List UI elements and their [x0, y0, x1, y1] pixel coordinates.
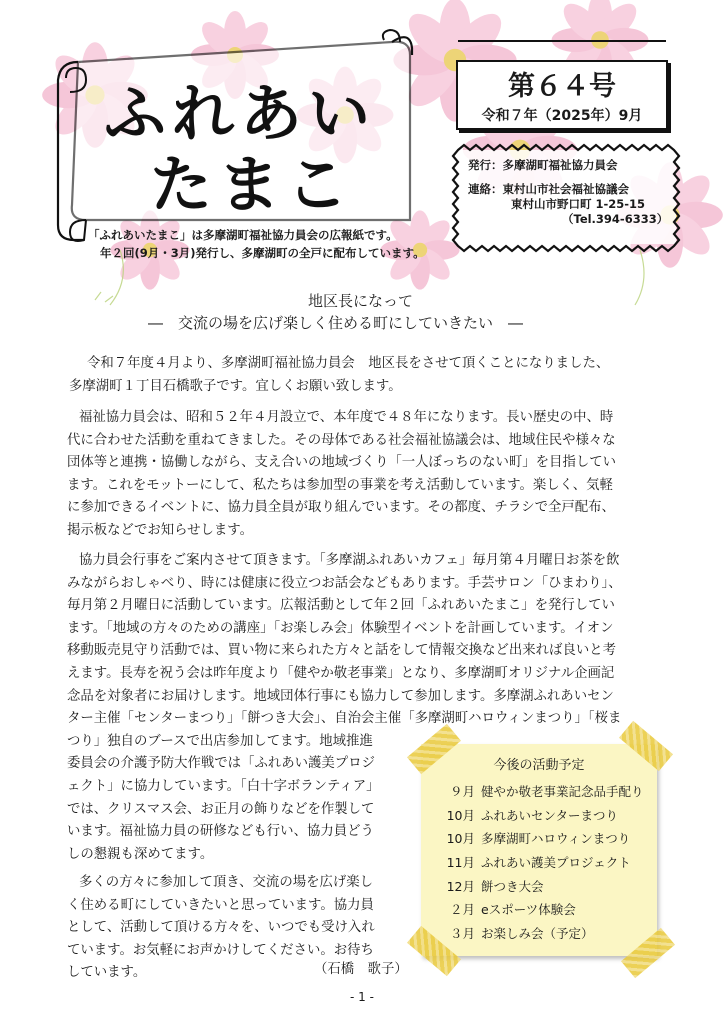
paragraph-line: 令和７年度４月より、多摩湖町福祉協力員会 地区長をさせて頂くことになりました、: [87, 356, 610, 371]
paragraph-line: として、活動して頂ける方々を、いつでも受け入れ: [67, 920, 375, 936]
newsletter-title-line2: たまこ: [150, 148, 355, 221]
issue-number: 第６４号: [508, 71, 616, 102]
paragraph-line: ています。お気軽にお声かけしてください。お待ち: [67, 942, 374, 958]
schedule-month: 10月: [446, 807, 475, 823]
paragraph-line: 多摩湖町１丁目石橋歌子です。宜しくお願い致します。: [69, 378, 402, 394]
schedule-note: [421, 744, 657, 956]
paragraph-line: く住める町にしていきたいと思っています。協力員: [67, 897, 374, 913]
paragraph-line: ェクト」に協力しています。「白十字ボランティア」: [67, 778, 380, 794]
paragraph-line: に参加できるイベントに、協力員全員が取り組んでいます。その都度、チラシで全戸配布、: [67, 500, 615, 516]
paragraph-line: います。福祉協力員の研修なども行い、協力員どう: [67, 824, 374, 840]
schedule-event: 餅つき大会: [481, 878, 544, 894]
intro-line-1: 「ふれあいたまこ」は多摩湖町福祉協力員会の広報紙です。: [88, 228, 398, 242]
schedule-item: [431, 827, 657, 851]
schedule-month: ３月: [449, 926, 475, 942]
paragraph-line: しの懇親も深めてます。: [67, 846, 214, 862]
newsletter-title-line1: ふれあい: [104, 77, 377, 150]
paragraph-1: [67, 353, 667, 398]
publisher-box: [468, 158, 668, 236]
schedule-month: 10月: [446, 831, 475, 847]
contact-tel: （Tel.394-6333）: [562, 212, 669, 226]
schedule-event: 健やか敬老事業記念品手配り: [481, 784, 644, 799]
paragraph-line: ます。「地域の方々のための講座」「お楽しみ会」体験型イベントを計画しています。イオン: [67, 620, 614, 636]
schedule-event: 多摩湖町ハロウィンまつり: [481, 831, 631, 847]
paragraph-line: 掲示板などでお知らせします。: [67, 522, 253, 538]
schedule-item: [431, 922, 657, 946]
page-number: - 1 -: [350, 990, 374, 1004]
schedule-list: [431, 780, 657, 946]
paragraph-line: 団体等と連携・協働しながら、支え合いの地域づくり「一人ぼっちのない町」を目指してい: [67, 455, 617, 471]
schedule-event: ふれあいセンターまつり: [481, 807, 619, 823]
author-signature: （石橋 歌子）: [314, 962, 408, 977]
schedule-month: ２月: [449, 902, 475, 918]
paragraph-line: では、クリスマス会、お正月の飾りなどを作製して: [67, 801, 375, 817]
schedule-item: [431, 804, 657, 828]
schedule-event: お楽しみ会（予定）: [481, 926, 594, 942]
paragraph-line: しています。: [67, 965, 147, 981]
schedule-month: ９月: [449, 784, 475, 799]
schedule-month: 11月: [446, 855, 475, 871]
publisher-zigzag-frame: [0, 0, 724, 310]
schedule-event: eスポーツ体験会: [481, 902, 576, 918]
article-heading: 地区長になって: [308, 292, 414, 310]
paragraph-line: 代に合わせた活動を重ねてきました。その母体である社会福祉協議会は、地域住民や様々な: [67, 432, 616, 448]
schedule-item: [431, 851, 657, 875]
paragraph-line: 協力員会行事をご案内させて頂きます。「多摩湖ふれあいカフェ」毎月第４月曜日お茶を飲: [79, 553, 620, 568]
paragraph-line: ター主催「センターまつり」「餅つき大会」、自治会主催「多摩湖町ハロウィンまつり」「桜ま: [67, 711, 622, 727]
schedule-event: ふれあい護美プロジェクト: [481, 855, 631, 871]
paragraph-line: 福祉協力員会は、昭和５２年４月設立で、本年度で４８年になります。長い歴史の中、時: [79, 410, 614, 425]
paragraph-line: 委員会の介護予防大作戦では「ふれあい護美プロジ: [67, 756, 375, 772]
paragraph-line: ます。これをモットーにして、私たちは参加型の事業を考え活動しています。楽しく、気軽: [67, 477, 613, 493]
schedule-item: [431, 780, 657, 804]
paragraph-line: みながらおしゃべり、時には健康に役立つお話会などもあります。手芸サロン「ひまわり」、: [67, 575, 622, 591]
intro-line-2: 年２回(9月・3月)発行し、多摩湖町の全戸に配布しています。: [100, 246, 425, 260]
schedule-item: [431, 898, 657, 922]
paragraph-2: [67, 407, 667, 543]
schedule-title: 今後の活動予定: [493, 758, 585, 773]
paragraph-line: えます。長寿を祝う会は昨年度より「健やか敬老事業」となり、多摩湖町オリジナル企画記: [67, 665, 615, 681]
paragraph-line: 移動販売見守り活動では、買い物に来られた方々と話をして情報交換など出来れば良いと考: [67, 643, 617, 659]
paragraph-line: つり」独自のブースで出店参加してます。地域推進: [67, 733, 373, 749]
schedule-month: 12月: [446, 878, 475, 894]
contact-address: 東村山市野口町 1-25-15: [511, 197, 646, 211]
article-subheading: ― 交流の場を広げ楽しく住める町にしていきたい ―: [148, 314, 524, 332]
issue-date: 令和７年（2025年）9月: [481, 108, 643, 124]
paragraph-line: 毎月第２月曜日に活動しています。広報活動として年２回「ふれあいたまこ」を発行してい: [67, 598, 615, 614]
paragraph-line: 多くの方々に参加して頂き、交流の場を広げ楽し: [79, 875, 374, 890]
publisher: 発行：多摩湖町福祉協力員会: [468, 158, 618, 172]
paragraph-line: 念品を対象者にお届けします。地域団体行事にも協力して参加します。多摩湖ふれあいセン: [67, 688, 614, 704]
schedule-item: [431, 875, 657, 899]
contact-label: 連絡：東村山市社会福祉協議会: [468, 182, 629, 196]
